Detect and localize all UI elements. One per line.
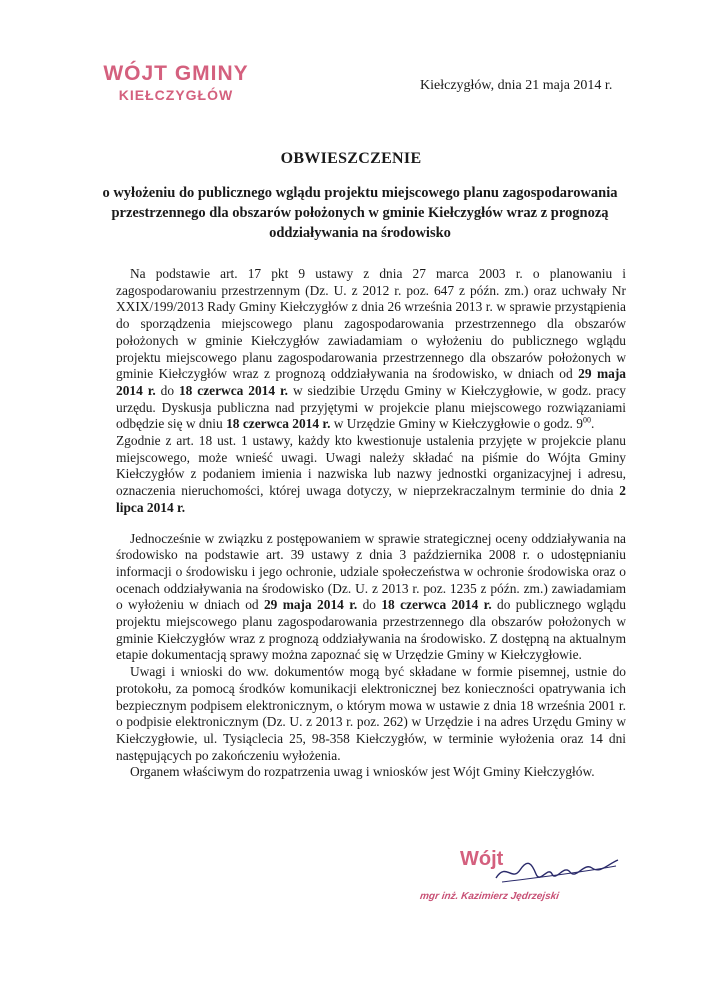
p1-date-from: 29 maja 2014 r. bbox=[116, 366, 626, 398]
p3-text-a: Jednocześnie w związku z postępowaniem w sprawie strategicznej oceny oddziaływania na środowisko na podstawie art. 39 ustawy z dnia 3 października 2008 r. o udostępnianiu informacji o środowisku i jego ochronie, udziale społeczeństwa w ochronie środowiska oraz o ocenach oddziaływania na środowisko (Dz. U. z 2013 r. poz. 1235 z późn. zm.) zawiadamiam o wyłożeniu w dniach od bbox=[116, 530, 626, 613]
paragraph-3 bbox=[116, 531, 626, 665]
paragraph-1 bbox=[116, 266, 626, 433]
document-date: Kiełczygłów, dnia 21 maja 2014 r. bbox=[420, 78, 613, 93]
stamp-line-1: WÓJT GMINY bbox=[103, 62, 249, 85]
document-title: OBWIESZCZENIE bbox=[280, 150, 422, 167]
p1-text-e: w Urzędzie Gminy w Kiełczygłowie o godz. 9 bbox=[330, 416, 583, 432]
office-stamp bbox=[96, 62, 256, 104]
paragraph-4: Uwagi i wnioski do ww. dokumentów mogą być składane w formie pisemnej, ustnie do protokołu, za pomocą środków komunikacji elektronicznej bez konieczności opatrywania ich bezpiecznym podpisem elektronicznym, o którym mowa w ustawie z dnia 18 września 2001 r. o podpisie elektronicznym (Dz. U. z 2013 r. poz. 262) w Urzędzie i na adres Urzędu Gminy w Kiełczygłowie, ul. Tysiąclecia 25, 98-358 Kiełczygłów, w terminie wyłożenia oraz 14 dni następujących po zakończeniu wyłożenia. bbox=[116, 664, 626, 763]
p1-date-to: 18 czerwca 2014 r. bbox=[178, 382, 289, 398]
p3-text-c: do bbox=[357, 597, 382, 613]
p1-discussion-date: 18 czerwca 2014 r. bbox=[226, 416, 331, 432]
document-body bbox=[116, 266, 626, 781]
p2-text-a: Zgodnie z art. 18 ust. 1 ustawy, każdy kto kwestionuje ustalenia przyjęte w projekcie planu miejscowego, może wnieść uwagi. Uwagi należy składać na piśmie do Wójta Gminy Kiełczygłów z podaniem imienia i nazwiska lub nazwy jednostki organizacyjnej i adresu, oznaczenia nieruchomości, której uwaga dotyczy, w nieprzekraczalnym terminie do dnia bbox=[116, 433, 626, 499]
p1-text-d: w siedzibie Urzędu Gminy w Kiełczygłowie, w godz. pracy urzędu. Dyskusja publiczna nad przyjętymi w projekcie planu miejscowego rozwiązaniami odbędzie się w dniu bbox=[116, 382, 626, 432]
paragraph-5: Organem właściwym do rozpatrzenia uwag i wniosków jest Wójt Gminy Kiełczygłów. bbox=[130, 764, 595, 780]
document-subtitle: o wyłożeniu do publicznego wglądu projektu miejscowego planu zagospodarowania przestrzennego dla obszarów położonych w gminie Kiełczygłów wraz z prognozą oddziaływania na środowisko bbox=[102, 185, 618, 241]
p1-text-a: Na podstawie art. 17 pkt 9 ustawy z dnia 27 marca 2003 r. o planowaniu i zagospodarowaniu przestrzennym (Dz. U. z 2012 r. poz. 647 z późn. zm.) oraz uchwały Nr XXIX/199/2013 Rady Gminy Kiełczygłów z dnia 26 września 2013 r. w sprawie przystąpienia do sporządzenia miejscowego planu zagospodarowania przestrzennego dla obszarów położonych w gminie Kiełczygłów zawiadamiam o wyłożeniu do publicznego wglądu projektu miejscowego planu zagospodarowania przestrzennego dla obszarów położonych w gminie Kiełczygłów wraz z prognozą oddziaływania na środowisko, w dniach od bbox=[116, 266, 626, 382]
p2-deadline: 2 lipca 2014 r. bbox=[116, 483, 626, 515]
signatory-name: mgr inż. Kazimierz Jędrzejski bbox=[419, 891, 560, 902]
p3-text-d: do publicznego wglądu projektu miejscowego planu zagospodarowania przestrzennego dla obszarów położonych w gminie Kiełczygłów wraz z prognozą oddziaływania na środowisko. Z dostępną na aktualnym etapie dokumentacją sprawy można zapoznać się w Urzędzie Gminy w Kiełczygłowie. bbox=[116, 597, 626, 663]
signature-title: Wójt bbox=[460, 848, 504, 870]
p3-date-to: 18 czerwca 2014 r. bbox=[381, 597, 492, 613]
p1-time-superscript: 00 bbox=[582, 415, 591, 425]
stamp-line-2: KIEŁCZYGŁÓW bbox=[118, 87, 234, 103]
p3-date-from: 29 maja 2014 r. bbox=[263, 597, 358, 613]
paragraph-2 bbox=[116, 433, 626, 517]
handwritten-signature bbox=[492, 852, 622, 892]
p1-text-f: . bbox=[590, 416, 595, 432]
signature-block bbox=[420, 848, 620, 918]
p1-text-c: do bbox=[155, 382, 179, 398]
